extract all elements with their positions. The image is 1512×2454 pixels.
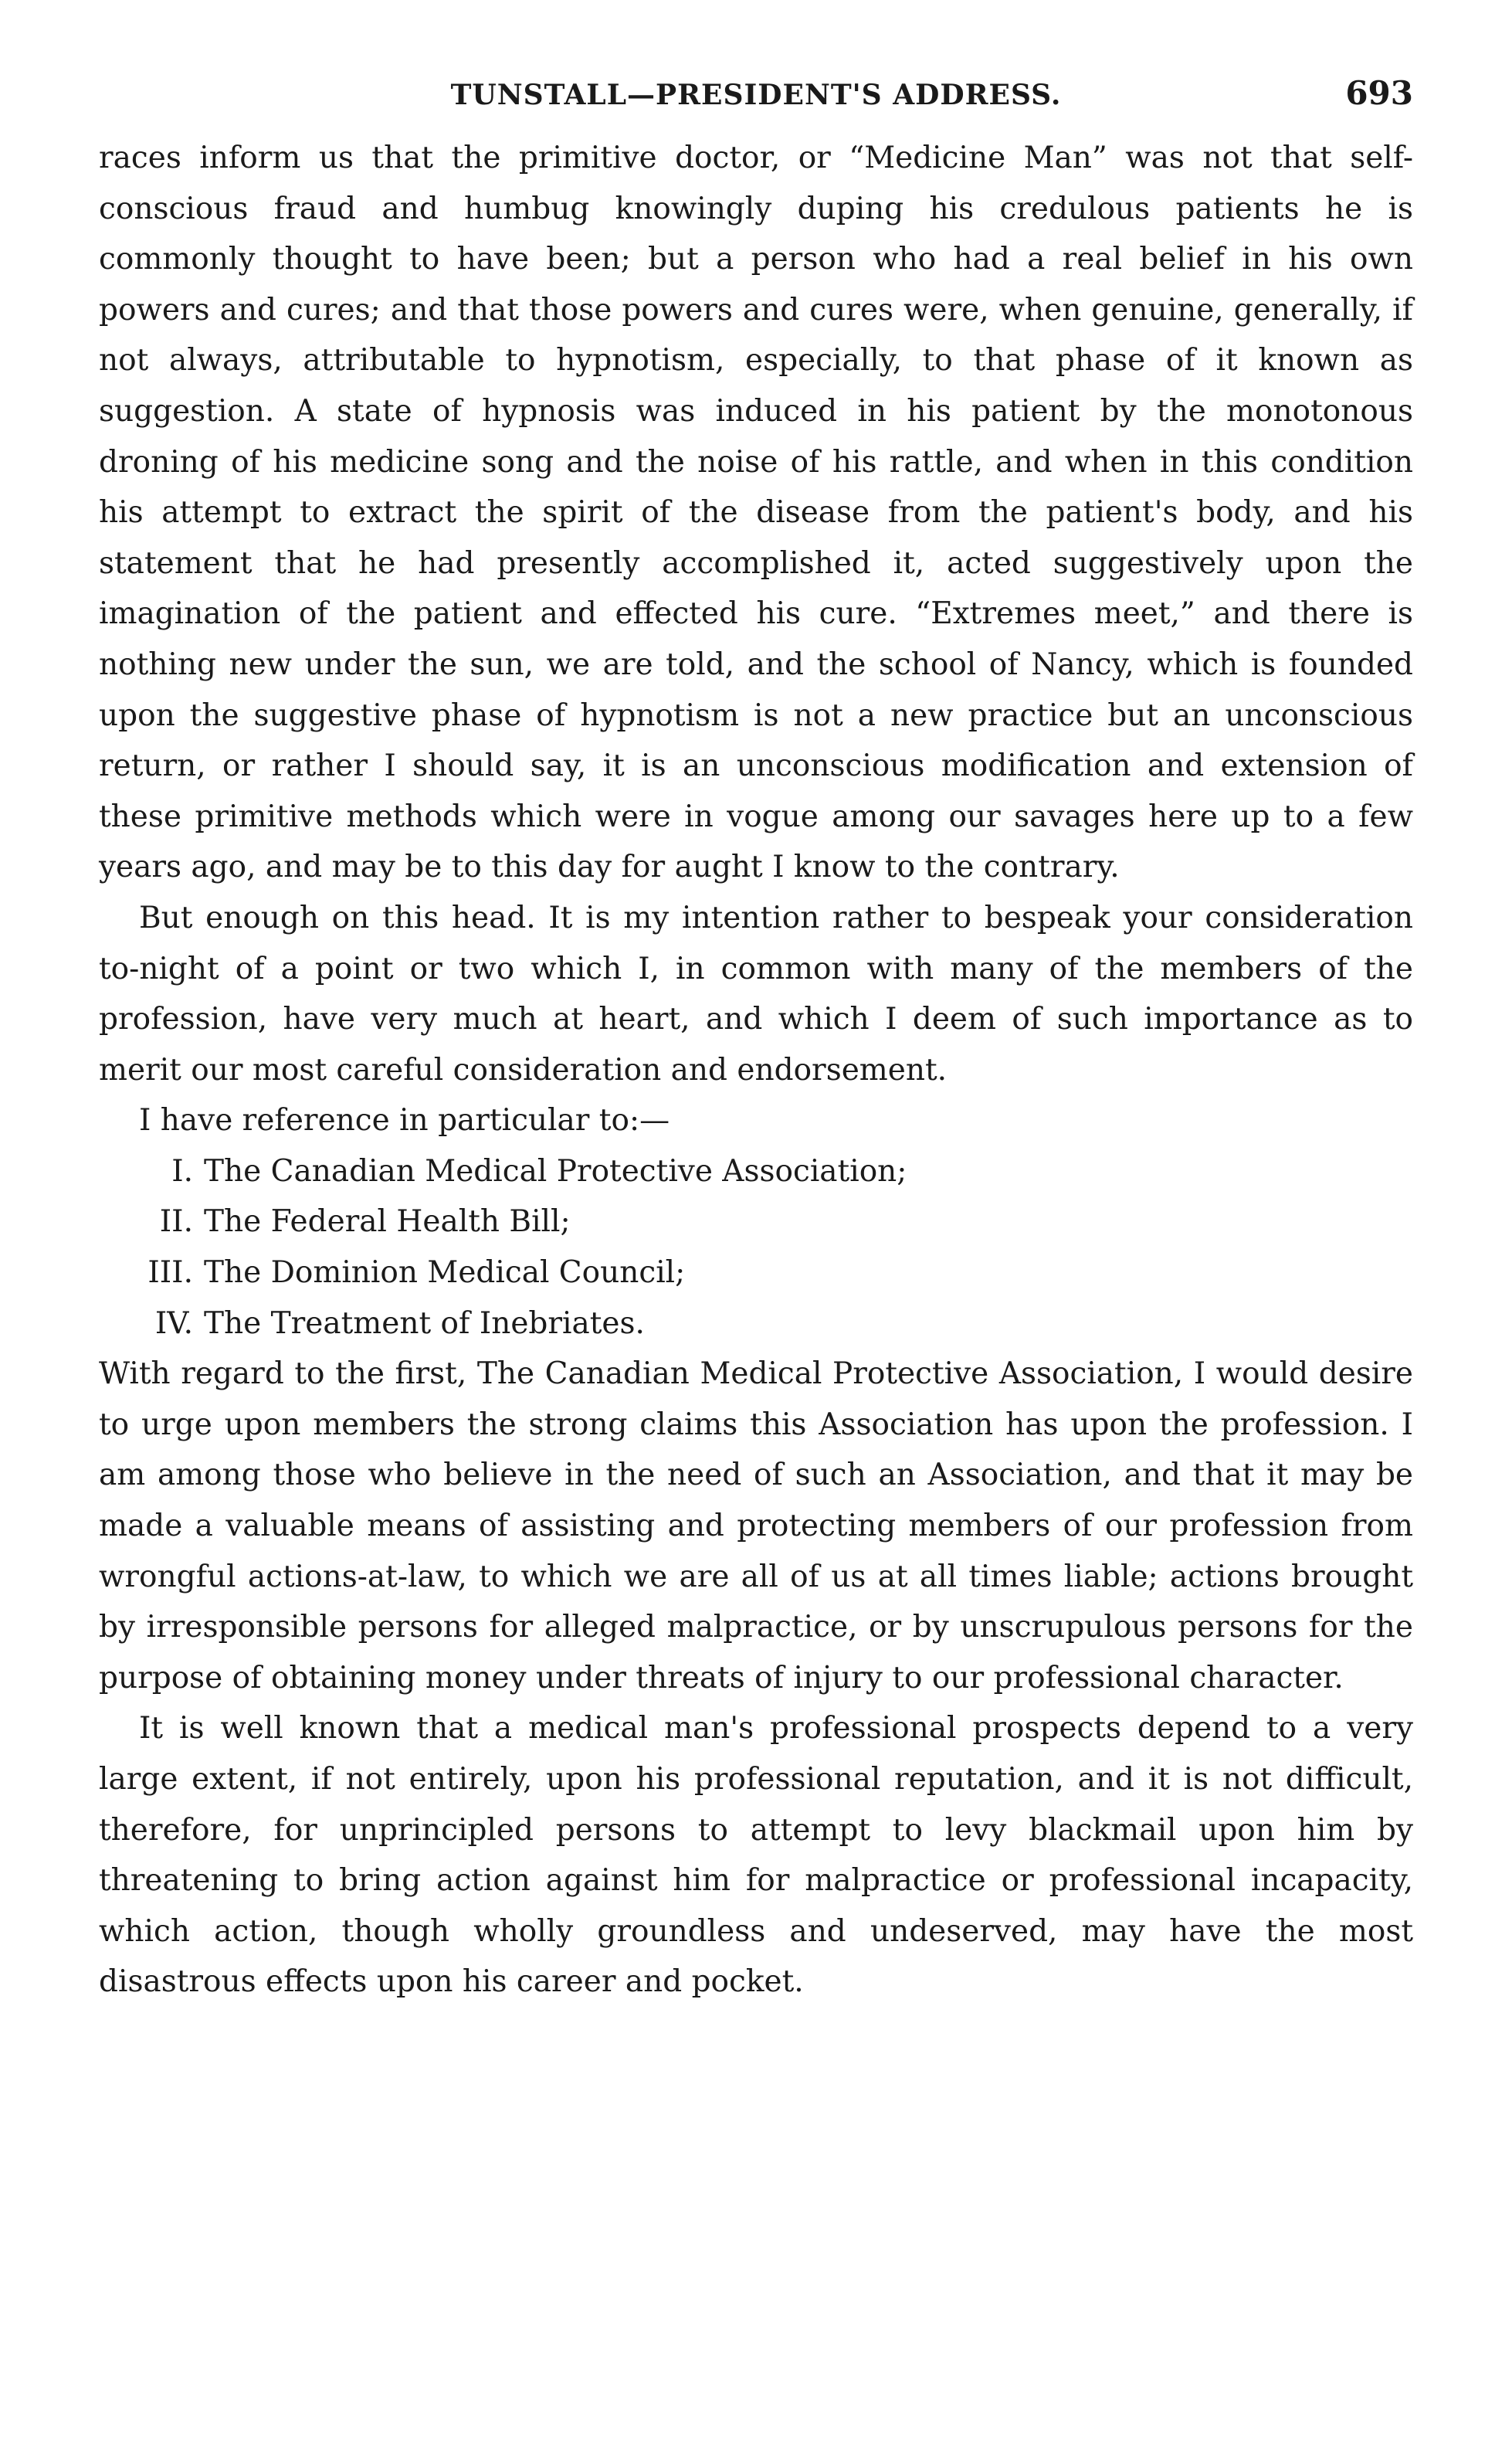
body-text <box>99 133 1413 2008</box>
list-item-number: I. <box>171 1153 193 1189</box>
paragraph-intention: But enough on this head. It is my intention rather to bespeak your consideration to-night of a point or two which I, in common with many of the members of the profession, have very much at heart, and which I deem of such importance as to merit our most careful consideration and endorsement. <box>99 900 1413 1088</box>
page <box>99 71 1413 2008</box>
list-item <box>99 1196 1413 1247</box>
topics-list <box>99 1146 1413 1349</box>
paragraph-protective-association: With regard to the first, The Canadian Medical Protective Association, I would desire to urge upon members the strong claims this Association has upon the profession. I am among those who believe in the need of such an Association, and that it may be made a valuable means of assisting and protecting members of our profession from wrongful actions-at-law, to which we are all of us at all times liable; actions brought by irresponsible persons for alleged malpractice, or by unscrupulous persons for the purpose of obtaining money under threats of injury to our professional character. <box>99 1356 1413 1695</box>
page-number: 693 <box>1345 74 1413 112</box>
list-item-text: The Treatment of Inebriates. <box>204 1305 645 1341</box>
running-title: TUNSTALL—PRESIDENT'S ADDRESS. <box>450 79 1062 111</box>
paragraph-medicine-man: races inform us that the primitive doctor, or “Medicine Man” was not that self-conscious fraud and humbug knowingly duping his credulous patients he is commonly thought to have been; but a person who had a real belief in his own powers and cures; and that those powers and cures were, when genuine, generally, if not always, attributable to hypnotism, especially, to that phase of it known as suggestion. A state of hypnosis was induced in his patient by the monotonous droning of his medicine song and the noise of his rattle, and when in this condition his attempt to extract the spirit of the disease from the patient's body, and his statement that he had presently accomplished it, acted suggestively upon the imagination of the patient and effected his cure. “Extremes meet,” and there is nothing new under the sun, we are told, and the school of Nancy, which is founded upon the suggestive phase of hypnotism is not a new practice but an unconscious return, or rather I should say, it is an unconscious modification and extension of these primitive methods which were in vogue among our savages here up to a few years ago, and may be to this day for aught I know to the contrary. <box>99 141 1413 885</box>
list-item <box>99 1146 1413 1197</box>
list-item <box>99 1247 1413 1298</box>
list-item-number: IV. <box>154 1305 193 1341</box>
paragraph-blackmail: It is well known that a medical man's professional prospects depend to a very large extent, if not entirely, upon his professional reputation, and it is not difficult, therefore, for unprincipled persons to attempt to levy blackmail upon him by threatening to bring action against him for malpractice or professional incapacity, which action, though wholly groundless and undeserved, may have the most disastrous effects upon his career and pocket. <box>99 1711 1413 2000</box>
running-head <box>99 71 1413 125</box>
list-item <box>99 1298 1413 1349</box>
list-item-number: II. <box>159 1204 193 1240</box>
list-item-text: The Dominion Medical Council; <box>204 1255 686 1291</box>
paragraph-reference: I have reference in particular to:— <box>139 1103 670 1139</box>
list-item-text: The Federal Health Bill; <box>204 1204 571 1240</box>
list-item-text: The Canadian Medical Protective Association; <box>204 1153 907 1189</box>
list-item-number: III. <box>147 1255 193 1291</box>
